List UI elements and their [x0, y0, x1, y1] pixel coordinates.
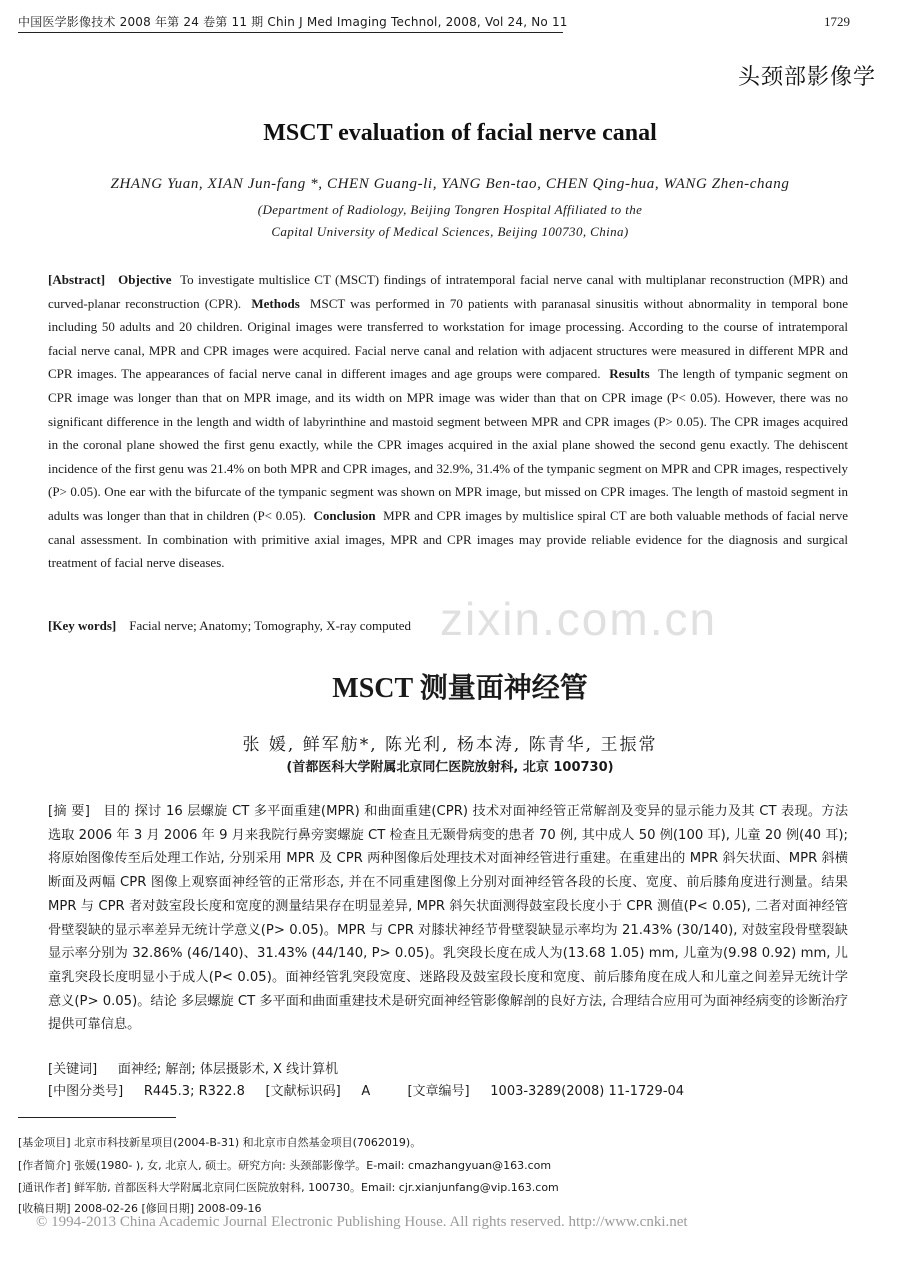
keywords-text: Facial nerve; Anatomy; Tomography, X-ray computed — [129, 618, 412, 633]
methods-text: MSCT was performed in 70 patients with paranasal sinusitis without abnormality in temporal bone including 50 adults and 20 children. Original images were transferred to workstation for image processing. According to the course of intratemporal facial nerve canal, MPR and CPR images were acquired. Facial nerve canal and relation with adjacent structures were measured in different MPR and CPR images. The appearances of facial nerve canal in different images and age groups were compared. — [48, 295, 849, 382]
chinese-authors: 张 媛, 鲜军舫*, 陈光利, 杨本涛, 陈青华, 王振常 — [242, 735, 658, 755]
footnote-corresponding: [通讯作者] 鲜军舫, 首都医科大学附属北京同仁医院放射科, 100730。Email: cjr.xianjunfang@vip.163.com — [18, 1181, 559, 1194]
conclusion-text: MPR and CPR images by multislice spiral CT are both valuable methods of facial nerve canal assessment. In combination with primitive axial images, MPR and CPR images may provide reliable evidence for the diagnosis and surgical treatment of facial nerve diseases. — [48, 507, 849, 571]
conclusion-label: Conclusion — [313, 507, 376, 523]
chinese-abstract — [48, 800, 848, 1037]
article-label: [文章编号] — [407, 1084, 470, 1099]
english-keywords — [48, 618, 411, 634]
chinese-keywords-text: 面神经; 解剖; 体层摄影术, X 线计算机 — [117, 1062, 339, 1077]
english-title: MSCT evaluation of facial nerve canal — [263, 120, 657, 146]
footnote-dates: [收稿日期] 2008-02-26 [修回日期] 2008-09-16 — [18, 1202, 262, 1215]
running-head: 中国医学影像技术 2008 年第 24 卷第 11 期 Chin J Med Imaging Technol, 2008, Vol 24, No 11 — [18, 14, 563, 33]
class-label: [中图分类号] — [48, 1084, 124, 1099]
results-text: The length of tympanic segment on CPR image was longer than that on MPR image, and its width on MPR image was wider than that on CPR image (P< 0.05). However, there was no significant difference in the length and width of labyrinthine and mastoid segment between MPR and CPR images (P> 0.05). The CPR images acquired in the coronal plane showed the first genu exactly, while the CPR images acquired in the axial plane showed the second genu exactly. The dehiscent incidence of the first genu was 21.4% on both MPR and CPR images, and 32.9%, 31.4% of the tympanic segment on MPR and CPR images, respectively (P> 0.05). One ear with the bifurcate of the tympanic segment was shown on MPR image, but missed on CPR images. The length of mastoid segment in adults was longer than that in children (P< 0.05). — [48, 366, 848, 523]
class-value: R445.3; R322.8 — [143, 1084, 245, 1099]
doc-label: [文献标识码] — [265, 1084, 341, 1099]
methods-label: Methods — [251, 295, 300, 311]
chinese-affiliation: (首都医科大学附属北京同仁医院放射科, 北京 100730) — [286, 760, 614, 775]
section-label: 头颈部影像学 — [737, 65, 876, 90]
english-affiliation-line1: (Department of Radiology, Beijing Tongren Hospital Affiliated to the — [257, 202, 643, 217]
english-authors: ZHANG Yuan, XIAN Jun-fang *, CHEN Guang-li, YANG Ben-tao, CHEN Qing-hua, WANG Zhen-chang — [110, 176, 790, 192]
abstract-label: [Abstract] — [48, 272, 106, 287]
english-abstract — [48, 268, 848, 575]
classification-row — [48, 1080, 684, 1099]
keywords-label: [Key words] — [48, 618, 117, 633]
copyright-notice: © 1994-2013 China Academic Journal Electronic Publishing House. All rights reserved. http://www.cnki.net — [36, 1214, 688, 1230]
chinese-keywords-label: [关键词] — [48, 1062, 98, 1077]
footnote-divider — [18, 1117, 176, 1118]
footnote-fund: [基金项目] 北京市科技新星项目(2004-B-31) 和北京市自然基金项目(7062019)。 — [18, 1136, 422, 1149]
chinese-keywords — [48, 1058, 338, 1077]
watermark: zixin.com.cn — [440, 593, 718, 645]
doc-value: A — [361, 1084, 371, 1099]
objective-label: Objective — [118, 272, 172, 287]
chinese-abstract-label: [摘 要] — [48, 804, 90, 819]
footnote-author-intro: [作者简介] 张媛(1980- ), 女, 北京人, 硕士。研究方向: 头颈部影像学。E-mail: cmazhangyuan@163.com — [18, 1159, 552, 1172]
chinese-title: MSCT 测量面神经管 — [332, 673, 588, 704]
results-label: Results — [609, 366, 650, 382]
chinese-abstract-text: 目的 探讨 16 层螺旋 CT 多平面重建(MPR) 和曲面重建(CPR) 技术对面神经管正常解剖及变异的显示能力及其 CT 表现。方法 选取 2006 年 3 月 2006 年 9 月来我院行鼻旁窦螺旋 CT 检查且无颞骨病变的患者 70 例, 其中成人 50 例(100 耳), 儿童 20 例(40 耳); 将原始图像传至后处理工作站, 分别采用 MPR 及 CPR 两种图像后处理技术对面神经管进行重建。在重建出的 MPR 斜矢状面、MPR 斜横断面及两幅 CPR 图像上观察面神经管的正常形态, 并在不同重建图像上分别对面神经管各段的长度、宽度、前后膝角度进行测量。结果 MPR 与 CPR 者对鼓室段长度和宽度的测量结果存在明显差异, MPR 斜矢状面测得鼓室段长度小于 CPR 测值(P< 0.05), 二者对面神经管骨壁裂缺的显示率差异无统计学意义(P> 0.05)。MPR 与 CPR 对膝状神经节骨壁裂缺显示率均为 21.43% (30/140), 对鼓室段骨壁裂缺显示率分别为 32.86% (46/140)、31.43% (44/140, P> 0.05)。乳突段长度在成人为(13.68 1.05) mm, 儿童为(9.98 0.92) mm, 儿童乳突段长度明显小于成人(P< 0.05)。面神经管乳突段宽度、迷路段及鼓室段长度和宽度、前后膝角度在成人和儿童之间差异无统计学意义(P> 0.05)。结论 多层螺旋 CT 多平面和曲面重建技术是研究面神经管影像解剖的良好方法, 合理结合应用可为面神经病变的诊断治疗提供可靠信息。 — [48, 804, 849, 1033]
objective-text: To investigate multislice CT (MSCT) findings of intratemporal facial nerve canal with multiplanar reconstruction (MPR) and curved-planar reconstruction (CPR). — [48, 272, 849, 311]
page-number: 1729 — [824, 14, 850, 29]
article-value: 1003-3289(2008) 11-1729-04 — [490, 1084, 685, 1099]
english-affiliation-line2: Capital University of Medical Sciences, Beijing 100730, China) — [271, 224, 629, 239]
